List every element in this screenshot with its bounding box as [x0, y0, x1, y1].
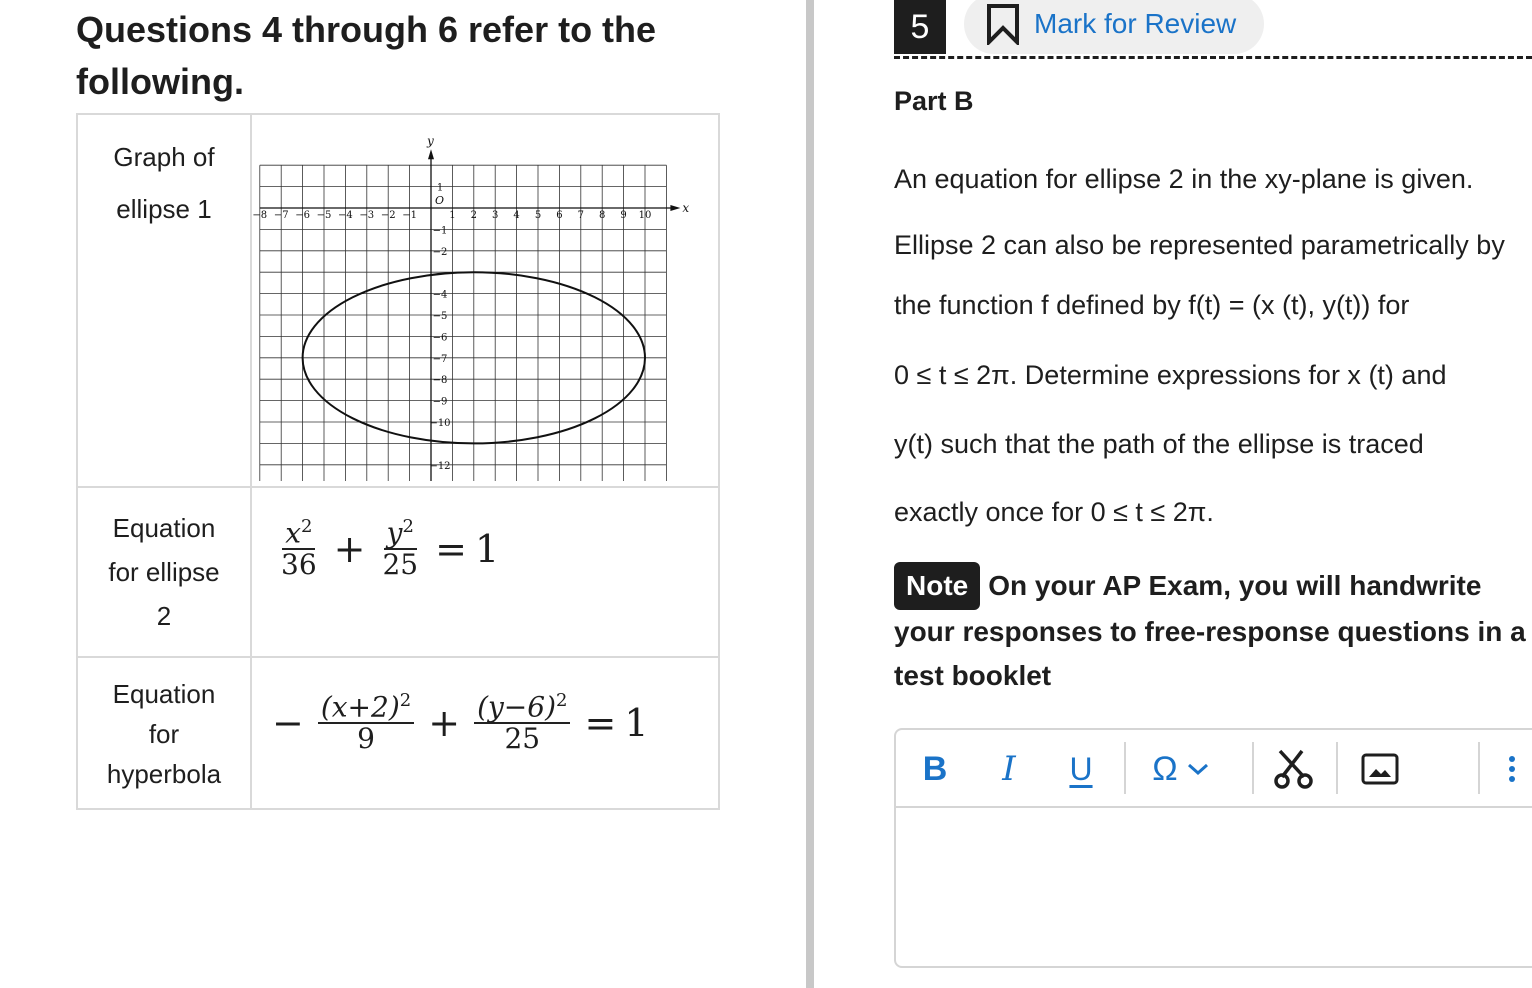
prompt-line-5: y(t) such that the path of the ellipse is traced — [894, 429, 1424, 459]
x-tick-label: 9 — [620, 210, 627, 221]
x-tick-label: 10 — [638, 210, 652, 221]
y-tick-label: −10 — [429, 418, 451, 429]
y-axis-label: y — [427, 134, 434, 149]
x-tick-label: −7 — [273, 210, 289, 221]
image-icon — [1360, 752, 1400, 786]
editor-toolbar — [896, 730, 1532, 808]
underline-button[interactable]: U — [1069, 750, 1093, 787]
ellipse2-label-cell — [77, 487, 251, 657]
x-tick-label: 7 — [577, 210, 584, 221]
hyperbola-x-den: 9 — [357, 721, 375, 755]
y-tick-label: −8 — [432, 375, 448, 387]
part-label: Part B — [894, 86, 974, 116]
x-tick-label: 2 — [470, 210, 477, 221]
ellipse2-y-num: y — [386, 516, 403, 550]
stimulus-heading: Questions 4 through 6 refer to the following. — [76, 9, 657, 102]
hyperbola-x-num: (x+2) — [320, 690, 400, 724]
x-tick-label: 8 — [599, 210, 606, 221]
ellipse2-x-num: x — [285, 516, 301, 550]
ellipse2-x-den: 36 — [281, 547, 317, 581]
x-tick-label: 1 — [449, 210, 456, 221]
x-tick-label: −3 — [359, 210, 375, 221]
hyperbola-y-num: (y−6) — [477, 690, 557, 724]
x-tick-label: 4 — [513, 210, 520, 221]
hyperbola-x-exp: 2 — [399, 690, 412, 711]
bookmark-icon — [986, 3, 1020, 45]
prompt-line-2: Ellipse 2 can also be represented parametrically by — [894, 230, 1505, 260]
ellipse2-x-exp: 2 — [300, 516, 313, 537]
hyperbola-plus: + — [428, 701, 461, 746]
question-pane — [814, 0, 1532, 988]
ellipse2-equation-cell — [251, 487, 719, 657]
y-tick-label: −6 — [432, 332, 448, 344]
hyperbola-equation-cell — [251, 657, 719, 809]
hyperbola-equals: = — [584, 701, 617, 746]
prompt-line-3: the function f defined by f(t) = (x (t), y(t)) for — [894, 290, 1410, 320]
note-badge: Note — [894, 562, 980, 610]
prompt-line-1: An equation for ellipse 2 in the xy-plane is given. — [894, 164, 1474, 194]
x-axis-label: x — [682, 201, 690, 215]
x-tick-label: −1 — [402, 210, 417, 221]
y-tick-label: −9 — [432, 396, 448, 408]
bold-button[interactable]: B — [922, 749, 948, 788]
prompt-line-6: exactly once for 0 ≤ t ≤ 2π. — [894, 497, 1214, 527]
hyperbola-label-line1: Equation — [112, 679, 216, 709]
x-tick-label: 5 — [534, 210, 542, 221]
graph-label-cell — [77, 114, 251, 487]
hyperbola-label-cell — [77, 657, 251, 809]
question-number: 5 — [894, 0, 946, 54]
ellipse2-plus: + — [333, 527, 366, 572]
graph-label-line1: Graph of — [113, 142, 215, 172]
x-tick-label: −6 — [295, 210, 310, 221]
ellipse2-rhs: 1 — [474, 527, 500, 572]
ellipse2-y-exp: 2 — [402, 516, 414, 537]
stimulus-table — [76, 113, 720, 810]
graph-cell — [251, 114, 719, 487]
ellipse2-label-line3: 2 — [156, 601, 172, 631]
x-axis-arrow — [670, 205, 680, 211]
hyperbola-fraction-x — [318, 692, 414, 755]
italic-button[interactable]: I — [1002, 749, 1016, 789]
x-tick-label: 3 — [492, 210, 499, 221]
hyperbola-fraction-y — [474, 692, 570, 755]
toolbar-separator — [1478, 742, 1480, 794]
ellipse2-label-line1: Equation — [112, 513, 216, 543]
y-tick-label: −5 — [432, 311, 448, 322]
more-vertical-icon — [1507, 754, 1517, 784]
y-tick-label: −12 — [429, 460, 451, 472]
ellipse2-fraction-y — [379, 518, 421, 581]
graph-label-line2: ellipse 1 — [116, 194, 212, 224]
ellipse-1-graph — [252, 115, 718, 481]
hyperbola-rhs: 1 — [624, 701, 649, 746]
insert-image-button[interactable] — [1356, 748, 1404, 790]
ellipse2-equals: = — [435, 527, 467, 572]
y-tick-label: −2 — [432, 246, 448, 258]
x-tick-label: −5 — [316, 210, 332, 221]
y-axis-arrow — [428, 149, 434, 159]
ellipse2-label-line2: for ellipse — [108, 557, 220, 587]
ellipse2-fraction-x — [278, 518, 320, 581]
x-tick-label: 6 — [556, 210, 563, 221]
ellipse2-y-den: 25 — [382, 547, 419, 581]
hyperbola-y-den: 25 — [504, 721, 541, 755]
mark-for-review-button[interactable] — [964, 0, 1264, 54]
mark-for-review-label: Mark for Review — [1034, 8, 1237, 39]
hyperbola-minus: − — [272, 701, 304, 746]
scissors-icon — [1272, 747, 1316, 791]
pane-divider[interactable] — [806, 0, 814, 988]
x-tick-label: −4 — [338, 210, 353, 221]
cut-button[interactable] — [1270, 748, 1318, 790]
note-text: On your AP Exam, you will handwrite your responses to free-response questions in a test booklet — [894, 570, 1526, 691]
more-options-button[interactable] — [1500, 748, 1524, 790]
chevron-down-icon — [1186, 761, 1210, 777]
response-editor — [894, 728, 1532, 968]
y-tick-label: −7 — [432, 353, 448, 365]
toolbar-separator — [1336, 742, 1338, 794]
origin-label: O — [435, 194, 445, 207]
prompt-line-4: 0 ≤ t ≤ 2π. Determine expressions for x (t) and — [894, 360, 1447, 390]
x-tick-label: −2 — [380, 210, 396, 221]
hyperbola-y-exp: 2 — [556, 690, 568, 711]
toolbar-separator — [1124, 742, 1126, 794]
y-tick-label: −4 — [432, 289, 448, 301]
y-tick-label: 1 — [436, 182, 444, 194]
ellipse2-equation — [252, 488, 718, 581]
omega-icon: Ω — [1152, 749, 1178, 788]
note-block — [894, 562, 1532, 698]
y-tick-label: −1 — [432, 225, 448, 237]
header-divider — [894, 56, 1532, 59]
hyperbola-label-line2: for — [148, 719, 180, 749]
hyperbola-equation — [252, 658, 718, 755]
hyperbola-label-line3: hyperbola — [106, 759, 222, 789]
toolbar-separator — [1252, 742, 1254, 794]
x-tick-label: −8 — [252, 210, 268, 221]
response-textarea[interactable] — [896, 808, 1532, 964]
special-characters-button[interactable] — [1140, 748, 1222, 790]
